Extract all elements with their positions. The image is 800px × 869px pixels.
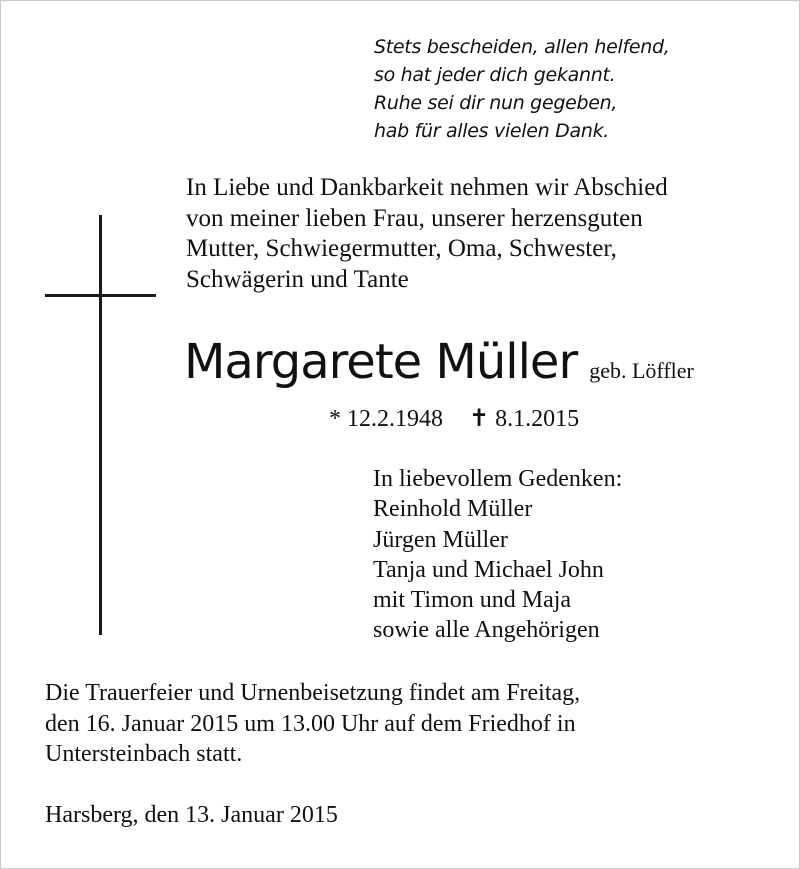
ceremony-line: Untersteinbach statt.	[45, 741, 243, 767]
maiden-name: geb. Löffler	[589, 358, 694, 383]
poem-line: so hat jeder dich gekannt.	[374, 64, 616, 86]
life-dates	[329, 404, 579, 434]
ceremony-line: den 16. Januar 2015 um 13.00 Uhr auf dem Friedhof in	[45, 710, 576, 737]
poem-line: Stets bescheiden, allen helfend,	[374, 36, 670, 58]
deceased-name: Margarete Müller	[184, 334, 578, 390]
intro-line: In Liebe und Dankbarkeit nehmen wir Abschied	[186, 174, 668, 201]
poem-line: Ruhe sei dir nun gegeben,	[374, 92, 618, 114]
poem	[374, 33, 669, 145]
deceased-name-row	[184, 332, 694, 392]
ceremony-line: Die Trauerfeier und Urnenbeisetzung findet am Freitag,	[45, 680, 581, 706]
mourner-name: Tanja und Michael John	[373, 556, 604, 583]
mourners-heading: In liebevollem Gedenken:	[373, 466, 623, 492]
mourners-list	[373, 494, 622, 645]
intro-line: Mutter, Schwiegermutter, Oma, Schwester,	[186, 235, 617, 262]
intro-text	[186, 173, 668, 295]
death-date: ✝ 8.1.2015	[469, 406, 580, 432]
cross-horizontal-bar	[45, 294, 156, 297]
poem-line: hab für alles vielen Dank.	[374, 120, 610, 142]
mourner-name: Jürgen Müller	[373, 526, 508, 553]
ceremony-text	[45, 678, 580, 770]
intro-line: von meiner lieben Frau, unserer herzensguten	[186, 204, 643, 232]
place-and-date: Harsberg, den 13. Januar 2015	[45, 802, 338, 828]
birth-date: * 12.2.1948	[329, 406, 443, 432]
mourners-block	[373, 464, 622, 646]
cross-vertical-bar	[99, 215, 102, 635]
mourner-name: mit Timon und Maja	[373, 587, 572, 614]
intro-line: Schwägerin und Tante	[186, 265, 409, 293]
mourner-name: sowie alle Angehörigen	[373, 617, 600, 644]
mourner-name: Reinhold Müller	[373, 496, 533, 523]
